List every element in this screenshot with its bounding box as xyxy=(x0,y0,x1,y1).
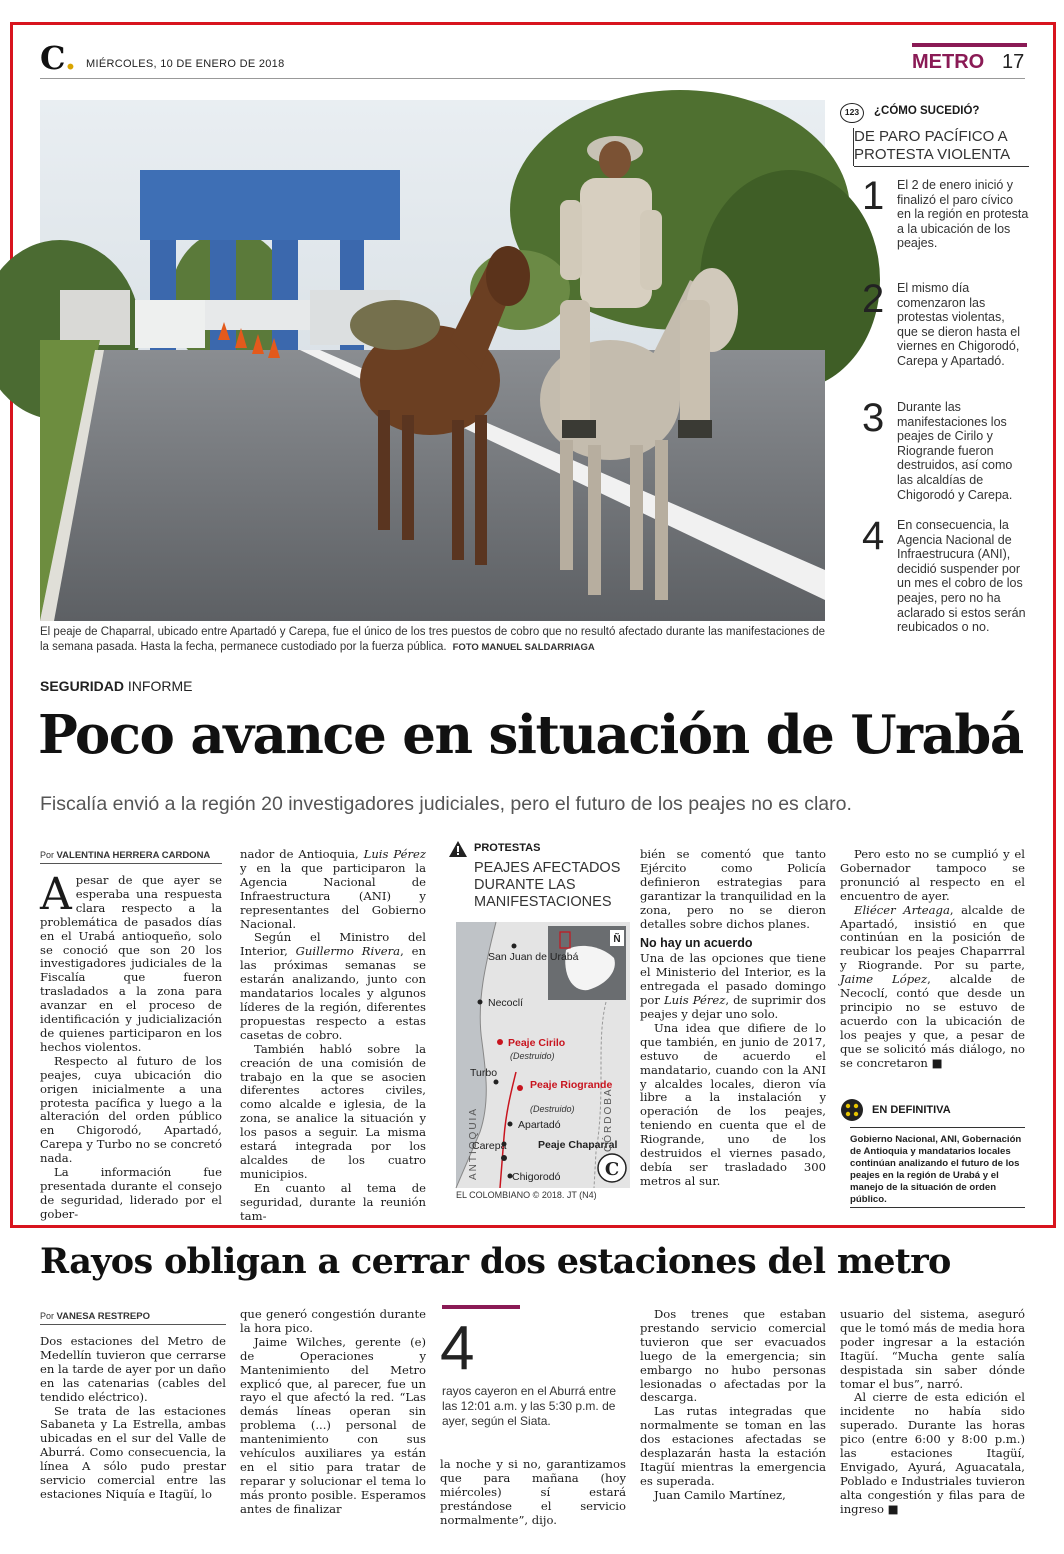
article2-column-2: que generó congestión durante la hora pico. Jaime Wilches, gerente (e) de Operaciones y Mantenimiento del Metro explicó que, al parecer, fue un rayo el que afectó la red. “Las demás líneas operan sin problema (...) personal de mantenimiento con sus vehículos auxiliares ya están en el sitio para tratar de reparar y solucionar el tema lo más pronto posible. Esperamos antes de finalizar xyxy=(240,1307,426,1516)
steps-badge-icon: 123 xyxy=(840,103,864,123)
article-subhead: Fiscalía envió a la región 20 investigadores judiciales, pero el futuro de los peajes no es claro. xyxy=(40,793,852,815)
map-label: Necoclí xyxy=(488,997,524,1009)
step-number: 3 xyxy=(862,396,885,440)
map-label: (Destruido) xyxy=(530,1104,575,1114)
newspaper-logo-small: C xyxy=(604,1159,620,1180)
map-credit: EL COLOMBIANO © 2018. JT (N4) xyxy=(456,1190,597,1200)
map-label: Apartadó xyxy=(518,1119,561,1131)
step-number: 2 xyxy=(862,277,885,321)
issue-date: MIÉRCOLES, 10 DE ENERO DE 2018 xyxy=(86,58,285,70)
article-column-3: bién se comentó que tanto Ejército como Policía definieron estrategias para garantizar la tranquilidad en la zona, pero no se dieron detalles sobre dichos planes. No hay un acuerdo Una de las opciones que tiene el Ministerio del Interior, es la entregada el pasado domingo por Luis Pérez, de suprimir dos peajes y dejar uno solo. Una idea que difiere de lo que también, en junio de 2017, estuvo de acuerdo el mandatario, cuando con la ANI y alcaldes locales, dieron vía libre a la instalación y operación de los peajes, teniendo en cuenta que el de Riogrande, uno de los destruidos el viernes pasado, debía ser trasladado 300 metros al sur. xyxy=(640,847,826,1188)
stat-rule xyxy=(442,1305,520,1309)
map-region-label: ANTIOQUIA xyxy=(468,1106,479,1180)
uraba-map xyxy=(456,922,630,1188)
summary-rule xyxy=(850,1127,1025,1128)
article-subheading: No hay un acuerdo xyxy=(640,936,753,951)
horse-riders-photo xyxy=(40,100,825,621)
toll-label-cirilo: Peaje Cirilo xyxy=(508,1037,566,1049)
map-label: San Juan de Urabá xyxy=(488,951,579,963)
article2-column-5: usuario del sistema, aseguró que le tomó más de media hora poder ingresar a la estación Itagüí. “Mucha gente salía despistada sin saber dónde tomar el bus”, narró. Al cierre de esta edición el incidente no había sido superado. Durante las horas pico (entre 6:00 y 8:00 p.m.) las estaciones Itagüí, Envigado, Ayurá, Aguacatala, Poblado e Industriales tuvieron alta congestión y filas para de ingreso ■ xyxy=(840,1307,1025,1516)
summary-icon xyxy=(840,1098,864,1122)
step-text: En consecuencia, la Agencia Nacional de Infraestrucura (ANI), decidió suspender por un mes el cobro de los peajes, pero no ha aclarado si estos serán reubicados o no. xyxy=(897,518,1026,635)
article-column-1: Apesar de que ayer se esperaba una respuesta clara respecto a la problemática de pasados días en el Urabá antioqueño, solo se conoció que son 20 los investigadores judiciales de la Fiscalía que fueron trasladados a la zona para avanzar en el proceso de identificación y judicialización de quienes participaron en los hechos violentos. Respecto al futuro de los peajes, cuya ubicación dio origen inicialmente a una protesta pacífica y luego a la alteración del orden público en Chigorodó, Apartadó, Carepa y Turbo no se concretó nada. La información fue presentada durante el consejo de seguridad, liderado por el gober- xyxy=(40,869,222,1221)
section-rule xyxy=(912,43,1027,47)
step-text: El 2 de enero inició y finalizó el paro cívico en la región en protesta a la ubicación de los peajes. xyxy=(897,178,1029,251)
map-title: PEAJES AFECTADOS DURANTE LAS MANIFESTACIONES xyxy=(474,860,621,910)
north-arrow-icon: Ñ xyxy=(613,934,621,945)
map-label: Carepa xyxy=(472,1140,507,1152)
summary-box-heading: EN DEFINITIVA xyxy=(840,1098,1030,1122)
step-text: Durante las manifestaciones los peajes de Cirilo y Riogrande fueron destruidos, así como las alcaldías de Chigorodó y Carepa. xyxy=(897,400,1013,502)
stat-description: rayos cayeron en el Aburrá entre las 12:01 a.m. y las 5:30 p.m. de ayer, según el Siata. xyxy=(442,1384,617,1428)
article-kicker: SEGURIDAD INFORME xyxy=(40,678,193,694)
step-number: 4 xyxy=(862,514,885,558)
page-number: 17 xyxy=(1002,51,1025,73)
sidebar-title: DE PARO PACÍFICO A PROTESTA VIOLENTA xyxy=(854,128,1029,167)
toll-map-graphic xyxy=(442,838,630,1218)
article-column-2: nador de Antioquia, Luis Pérez y en la que participaron la Agencia Nacional de Infraestructura (ANI) y representantes del Gobierno Nacional. Según el Ministro del Interior, Guillermo Rivera, en las próximas semanas se estarán analizando, junto con mandatarios locales y algunos líderes de la región, diferentes propuestas respecto a estas casetas de cobro. También habló sobre la creación de una comisión de trabajo en la que se asocien diferentes actores civiles, como alcalde e iglesia, de la zona, se analice la situación y los pasos a seguir. La misma estará integrada por los alcaldes de los cuatro municipios. En cuanto al tema de seguridad, durante la reunión tam- xyxy=(240,847,427,1223)
map-label: Chigorodó xyxy=(512,1171,561,1183)
photo-caption: El peaje de Chaparral, ubicado entre Apartadó y Carepa, fue el único de los tres puestos de cobro que no resultó afectado durante las manifestaciones de la semana pasada. Hasta la fecha, permanece custodiado por la fuerza pública. FOTO MANUEL SALDARRIAGA xyxy=(40,626,826,653)
summary-text: Gobierno Nacional, ANI, Gobernación de Antioquia y mandatarios locales continúan analizando el futuro de los peajes en la región de Urabá y el manejo de la situación de orden público. xyxy=(850,1134,1022,1205)
step-number: 1 xyxy=(862,174,885,218)
newspaper-logo: C. xyxy=(40,39,77,77)
section-name: METRO xyxy=(912,51,985,73)
drop-cap: A xyxy=(40,869,72,920)
masthead-divider xyxy=(40,78,1025,79)
summary-rule xyxy=(850,1207,1025,1208)
article-column-4: Pero esto no se cumplió y el Gobernador tampoco se pronunció al respecto en el encuentro de ayer. Eliécer Arteaga, alcalde de Apartadó, insistió en que continúan en la posición de reubicar los peajes Chaparrral y Riogrande. Por su parte, Jaime López, alcalde de Necoclí, contó que desde un principio no se estuvo de acuerdo con la ubicación de los peajes y que, a pesar de que se solicitó más diálogo, no se concretaron ■ xyxy=(840,847,1025,1070)
byline: Por VALENTINA HERRERA CARDONA xyxy=(40,850,222,864)
warning-icon xyxy=(448,840,468,858)
map-label: Turbo xyxy=(470,1067,498,1079)
sidebar-kicker: ¿CÓMO SUCEDIÓ? xyxy=(874,105,980,117)
toll-label-riogrande: Peaje Riogrande xyxy=(530,1079,613,1091)
stat-number: 4 xyxy=(440,1314,475,1383)
article2-column-4: Dos trenes que estaban prestando servicio comercial tuvieron que ser evacuados luego de la emergencia; sin embargo no hubo personas lesionadas o afectadas por la descarga. Las rutas integradas que normalmente se toman en las dos estaciones afectadas se desplazarán hasta la estación Itagüí mientras la emergencia es superada. Juan Camilo Martínez, xyxy=(640,1307,826,1502)
article2-headline: Rayos obligan a cerrar dos estaciones del metro xyxy=(40,1241,951,1282)
map-label: (Destruido) xyxy=(510,1051,555,1061)
map-region-label: CÓRDOBA xyxy=(603,1087,614,1152)
article2-column-1: Dos estaciones del Metro de Medellín tuvieron que cerrarse en la tarde de ayer por un daño en las catenarias (cables del tendido eléctrico). Se trata de las estaciones Sabaneta y La Estrella, ambas ubicadas en el sur del Valle de Aburrá. Como consecuencia, la línea A sólo pudo prestar servicio comercial entre las estaciones Niquía e Itagüí, lo xyxy=(40,1334,226,1501)
step-text: El mismo día comenzaron las protestas violentas, que se dieron hasta el viernes en Chigorodó, Carepa y Apartadó. xyxy=(897,281,1021,368)
map-kicker: PROTESTAS xyxy=(474,842,541,854)
photo-credit: FOTO MANUEL SALDARRIAGA xyxy=(452,642,595,653)
article-headline: Poco avance en situación de Urabá xyxy=(38,704,1023,766)
lead-photo xyxy=(40,100,825,621)
toll-label-chaparral: Peaje Chaparral xyxy=(538,1139,618,1151)
article2-column-3: la noche y si no, garantizamos que para mañana (hoy miércoles) sí estará prestándose el servicio normalmente”, dijo. xyxy=(440,1457,626,1527)
byline: Por VANESA RESTREPO xyxy=(40,1311,226,1325)
